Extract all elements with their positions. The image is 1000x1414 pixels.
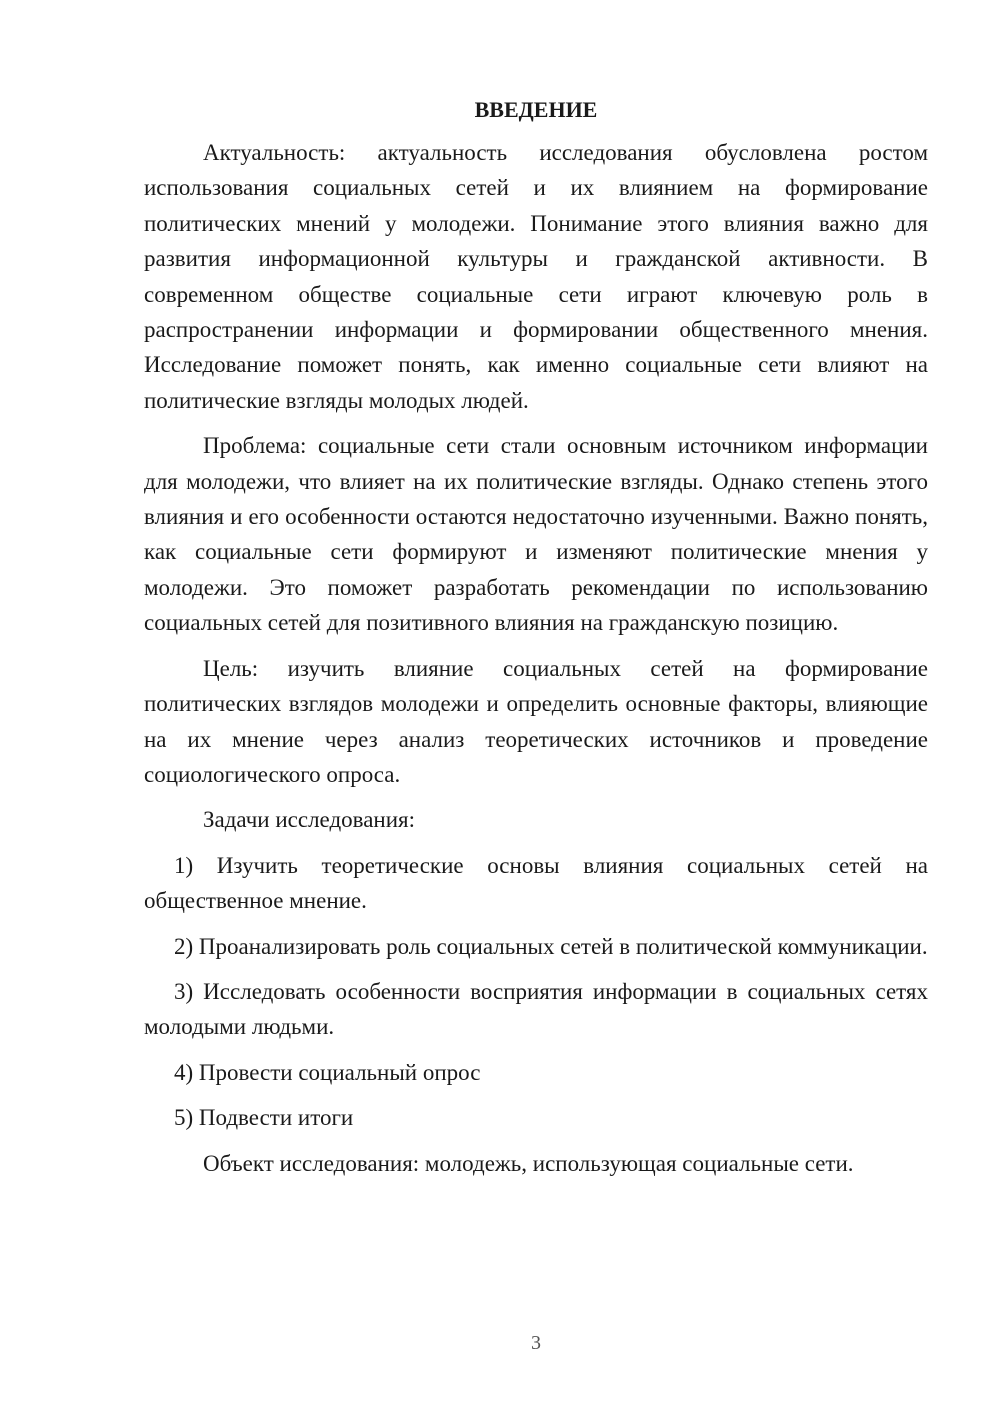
task-item-2: 2) Проанализировать роль социальных сетей в политической коммуникации. xyxy=(174,933,928,959)
relevance-paragraph: Актуальность: актуальность исследования обусловлена ростом использования социальных сетей и их влиянием на формирование политических мнений у молодежи. Понимание этого влияния важно для развития информационной культуры и гражданской активности. В современном обществе социальные сети играют ключевую роль в распространении информации и формировании общественного мнения. Исследование поможет понять, как именно социальные сети влияют на политические взгляды молодых людей. xyxy=(144,140,928,413)
tasks-heading: Задачи исследования: xyxy=(203,807,416,833)
task-item-1: 1) Изучить теоретические основы влияния социальных сетей на общественное мнение. xyxy=(144,852,928,914)
section-heading: ВВЕДЕНИЕ xyxy=(474,97,598,122)
task-item-3: 3) Исследовать особенности восприятия информации в социальных сетях молодыми людьми. xyxy=(144,978,928,1040)
page-number: 3 xyxy=(531,1332,541,1354)
object-paragraph: Объект исследования: молодежь, использующая социальные сети. xyxy=(203,1150,854,1176)
task-item-5: 5) Подвести итоги xyxy=(174,1105,354,1131)
goal-paragraph: Цель: изучить влияние социальных сетей на формирование политических взглядов молодежи и определить основные факторы, влияющие на их мнение через анализ теоретических источников и проведение социологического опроса. xyxy=(144,655,928,787)
problem-paragraph: Проблема: социальные сети стали основным источником информации для молодежи, что влияет на их политические взгляды. Однако степень этого влияния и его особенности остаются недостаточно изученными. Важно понять, как социальные сети формируют и изменяют политические мнения у молодежи. Это поможет разработать рекомендации по использованию социальных сетей для позитивного влияния на гражданскую позицию. xyxy=(144,433,928,636)
task-item-4: 4) Провести социальный опрос xyxy=(174,1059,481,1085)
document-page xyxy=(144,92,928,1191)
